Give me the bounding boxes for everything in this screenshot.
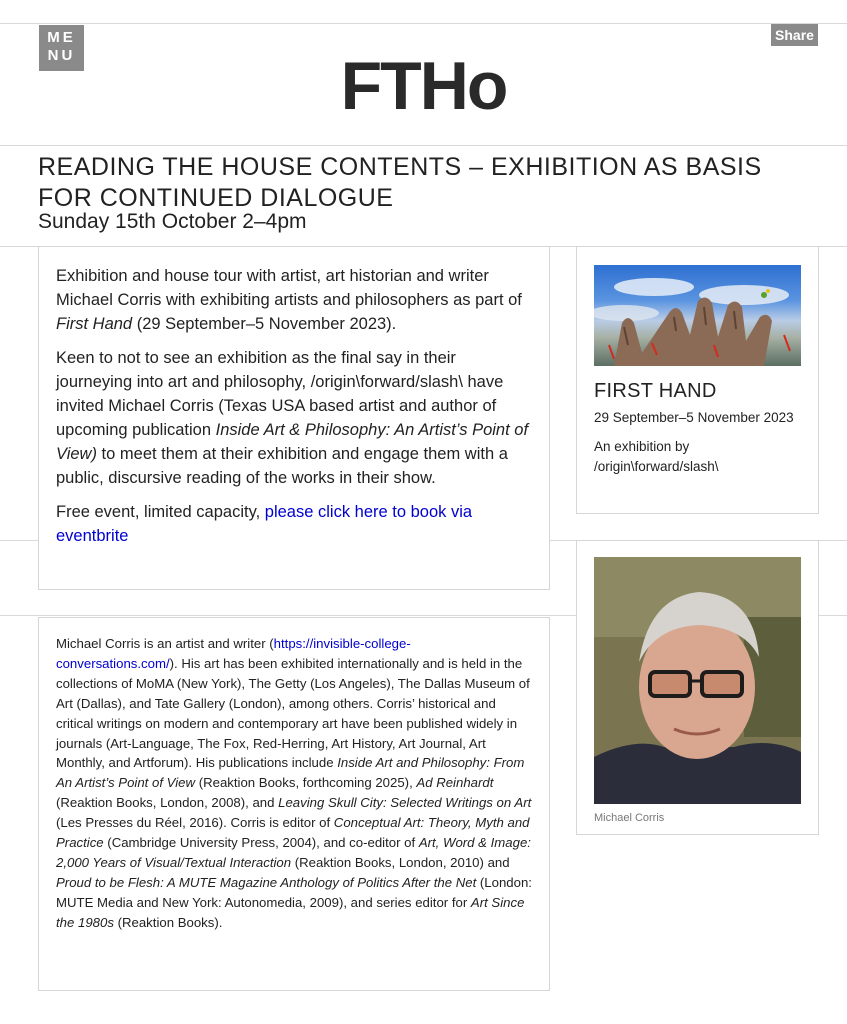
exhibition-dates: 29 September–5 November 2023 bbox=[594, 410, 794, 425]
book-eventbrite-link[interactable]: please click here to book via eventbrite bbox=[56, 503, 473, 545]
divider-header bbox=[0, 145, 847, 146]
site-logo[interactable]: FTHo bbox=[340, 48, 507, 124]
page-title: READING THE HOUSE CONTENTS – EXHIBITION AS BASIS FOR CONTINUED DIALOGUE bbox=[38, 153, 762, 212]
exhibition-card[interactable] bbox=[576, 246, 819, 514]
menu-label-line1: ME bbox=[47, 29, 76, 46]
intro-paragraph-1: Exhibition and house tour with artist, art historian and writer Michael Corris with exhibiting artists and philosophers as part of First Hand (29 September–5 November 2023). bbox=[56, 267, 522, 333]
intro-paragraph-3: Free event, limited capacity, please click here to book via eventbrite bbox=[56, 503, 473, 545]
portrait-caption: Michael Corris bbox=[594, 812, 665, 824]
event-date: Sunday 15th October 2–4pm bbox=[38, 210, 307, 233]
intro-panel bbox=[38, 246, 550, 590]
exhibition-title[interactable]: FIRST HAND bbox=[594, 380, 717, 402]
bio-website-link[interactable]: https://invisible-college-conversations.com/ bbox=[56, 636, 411, 671]
menu-label-line2: NU bbox=[47, 47, 76, 64]
portrait-card bbox=[576, 540, 819, 835]
bio-text: Michael Corris is an artist and writer (https://invisible-college-conversations.com/). His art has been exhibited internationally and is held in the collections of MoMA (New York), The Getty (Los Angeles), The Dallas Museum of Art (Dallas), and Tate Gallery (London), among others. Corris’ historical and critical writings on modern and contemporary art have been published widely in journals (Art-Language, The Fox, Red-Herring, Art History, Art Journal, Art Monthly, and Artforum). His publications include Inside Art and Philosophy: From An Artist’s Point of View (Reaktion Books, forthcoming 2025), Ad Reinhardt (Reaktion Books, London, 2008), and Leaving Skull City: Selected Writings on Art (Les Presses du Réel, 2016). Corris is editor of Conceptual Art: Theory, Myth and Practice (Cambridge University Press, 2004), and co-editor of Art, Word & Image: 2,000 Years of Visual/Textual Interaction (Reaktion Books, London, 2010) and Proud to be Flesh: A MUTE Magazine Anthology of Politics After the Net (London: MUTE Media and New York: Autonomedia, 2009), and series editor for Art Since the 1980s (Reaktion Books). bbox=[56, 636, 532, 930]
intro-paragraph-2: Keen to not to see an exhibition as the final say in their journeying into art and philosophy, /origin\forward/slash\ have invited Michael Corris (Texas USA based artist and author of upcoming publication Inside Art & Philosophy: An Artist’s Point of View) to meet them at their exhibition and engage them with a public, discursive reading of the works in their show. bbox=[56, 349, 529, 487]
exhibition-credit: An exhibition by /origin\forward/slash\ bbox=[594, 439, 719, 474]
bio-panel bbox=[38, 617, 550, 991]
share-button[interactable]: Share bbox=[771, 24, 818, 46]
exhibition-image[interactable] bbox=[594, 265, 801, 366]
divider-top bbox=[0, 23, 847, 24]
portrait-photo bbox=[594, 557, 801, 804]
